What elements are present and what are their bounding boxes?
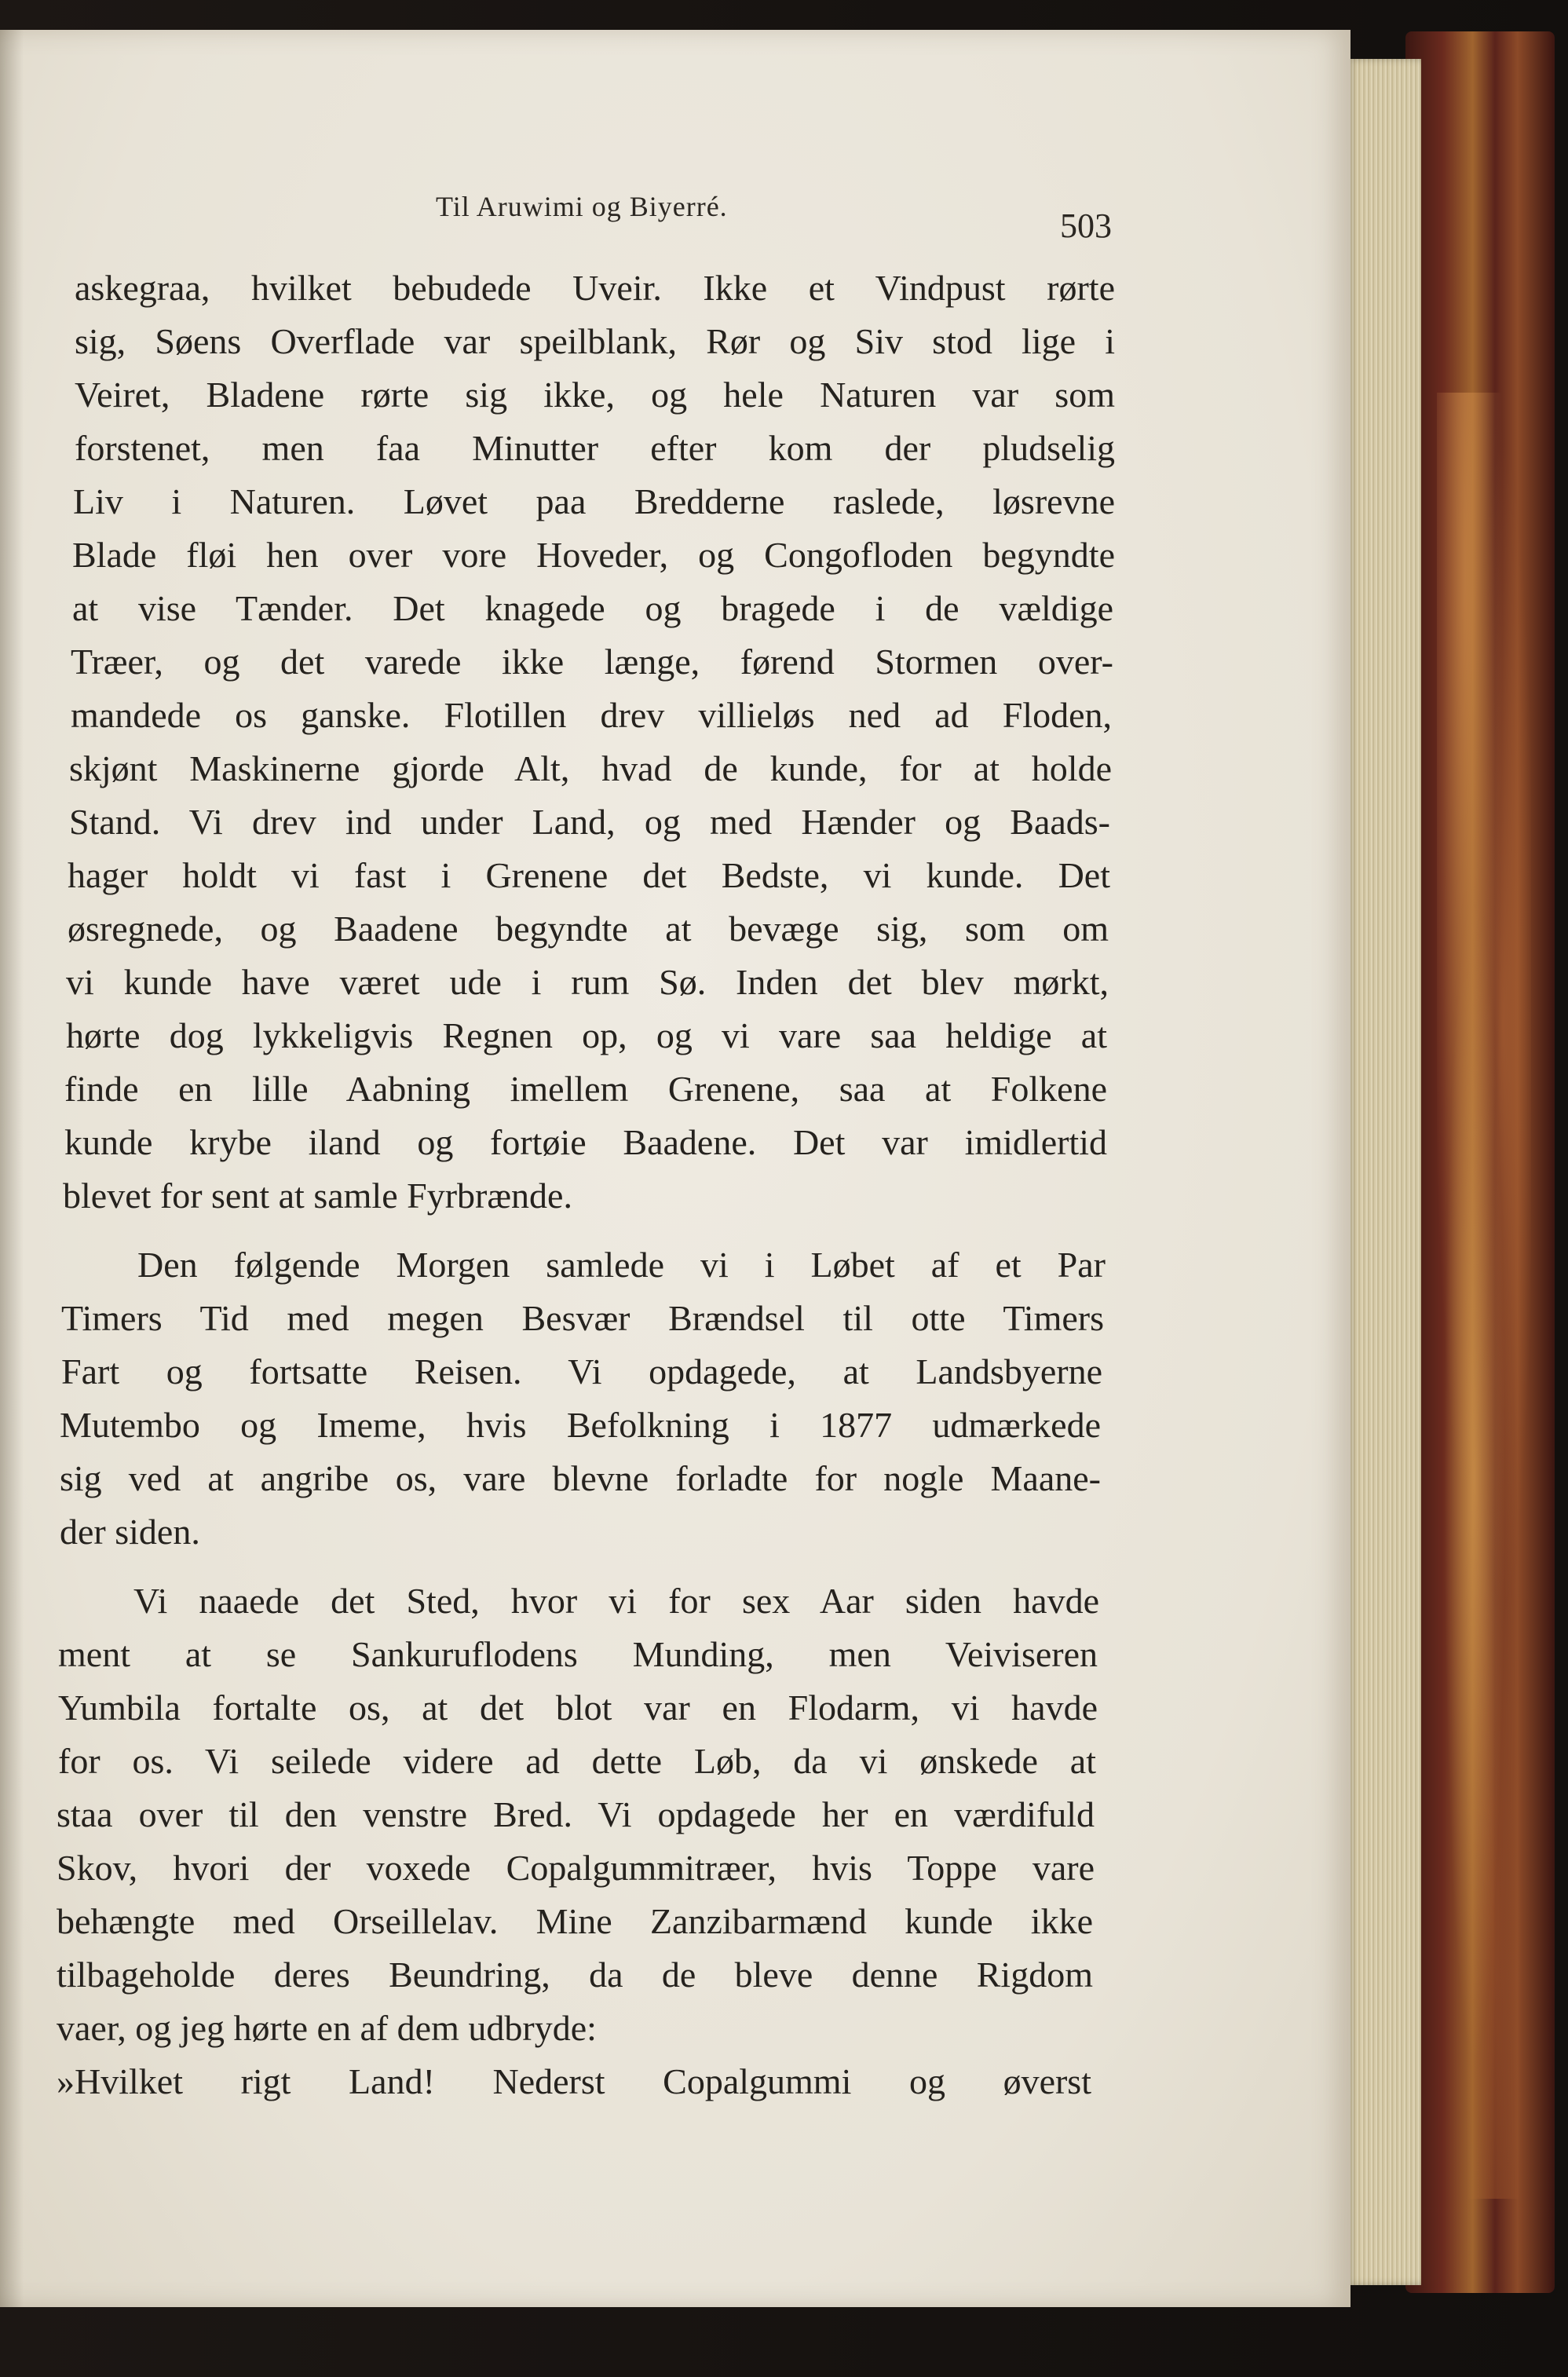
- page-edges: [1347, 59, 1421, 2285]
- text-line: der siden.: [60, 1512, 200, 1552]
- text-line: for os. Vi seilede videre ad dette Løb, da vi ønskede at: [58, 1741, 1096, 1781]
- text-line: Træer, og det varede ikke længe, førend Stormen over-: [71, 642, 1113, 682]
- text-line: tilbageholde deres Beundring, da de bleve denne Rigdom: [57, 1955, 1093, 1995]
- text-line: Stand. Vi drev ind under Land, og med Hænder og Baads-: [69, 802, 1110, 842]
- text-line: hørte dog lykkeligvis Regnen op, og vi vare saa heldige at: [66, 1015, 1107, 1055]
- text-line: vaer, og jeg hørte en af dem udbryde:: [57, 2008, 597, 2048]
- text-line: sig ved at angribe os, vare blevne forladte for nogle Maane-: [60, 1458, 1101, 1498]
- text-line: staa over til den venstre Bred. Vi opdagede her en værdifuld: [57, 1794, 1095, 1834]
- text-line: Timers Tid med megen Besvær Brændsel til otte Timers: [61, 1298, 1104, 1338]
- text-line: Veiret, Bladene rørte sig ikke, og hele Naturen var som: [75, 375, 1115, 415]
- text-line: Vi naaede det Sted, hvor vi for sex Aar siden havde: [133, 1581, 1099, 1621]
- text-line: behængte med Orseillelav. Mine Zanzibarmænd kunde ikke: [57, 1901, 1093, 1941]
- text-line: sig, Søens Overflade var speilblank, Rør og Siv stod lige i: [75, 321, 1115, 361]
- text-line: blevet for sent at samle Fyrbrænde.: [63, 1176, 572, 1216]
- text-line: Yumbila fortalte os, at det blot var en Flodarm, vi havde: [58, 1688, 1098, 1728]
- text-line: Fart og fortsatte Reisen. Vi opdagede, at Landsbyerne: [61, 1351, 1102, 1391]
- text-line: vi kunde have været ude i rum Sø. Inden det blev mørkt,: [66, 962, 1109, 1002]
- text-line: finde en lille Aabning imellem Grenene, saa at Folkene: [64, 1069, 1107, 1109]
- text-line: askegraa, hvilket bebudede Uveir. Ikke et Vindpust rørte: [75, 268, 1115, 308]
- text-line: skjønt Maskinerne gjorde Alt, hvad de kunde, for at holde: [69, 748, 1112, 788]
- marbled-cover-edge: [1437, 393, 1531, 2199]
- text-line: ment at se Sankuruflodens Munding, men Veiviseren: [58, 1634, 1098, 1674]
- text-line: at vise Tænder. Det knagede og bragede i de vældige: [72, 588, 1113, 628]
- page-gutter-shadow: [0, 30, 24, 2307]
- text-line: forstenet, men faa Minutter efter kom der pludselig: [75, 428, 1115, 468]
- text-line: hager holdt vi fast i Grenene det Bedste, vi kunde. Det: [68, 855, 1110, 895]
- text-line: kunde krybe iland og fortøie Baadene. Det var imidlertid: [64, 1122, 1107, 1162]
- text-line: »Hvilket rigt Land! Nederst Copalgummi og øverst: [57, 2061, 1091, 2101]
- text-line: Den følgende Morgen samlede vi i Løbet af et Par: [137, 1245, 1106, 1285]
- text-line: Blade fløi hen over vore Hoveder, og Congofloden begyndte: [72, 535, 1115, 575]
- page-number: 503: [1060, 207, 1112, 245]
- running-head: Til Aruwimi og Biyerré.: [436, 191, 728, 222]
- text-line: øsregnede, og Baadene begyndte at bevæge sig, som om: [68, 909, 1109, 949]
- text-line: Skov, hvori der voxede Copalgummitræer, hvis Toppe vare: [57, 1848, 1095, 1888]
- text-line: Mutembo og Imeme, hvis Befolkning i 1877 udmærkede: [60, 1405, 1101, 1445]
- text-line: mandede os ganske. Flotillen drev villieløs ned ad Floden,: [71, 695, 1112, 735]
- text-line: Liv i Naturen. Løvet paa Bredderne raslede, løsrevne: [73, 481, 1115, 521]
